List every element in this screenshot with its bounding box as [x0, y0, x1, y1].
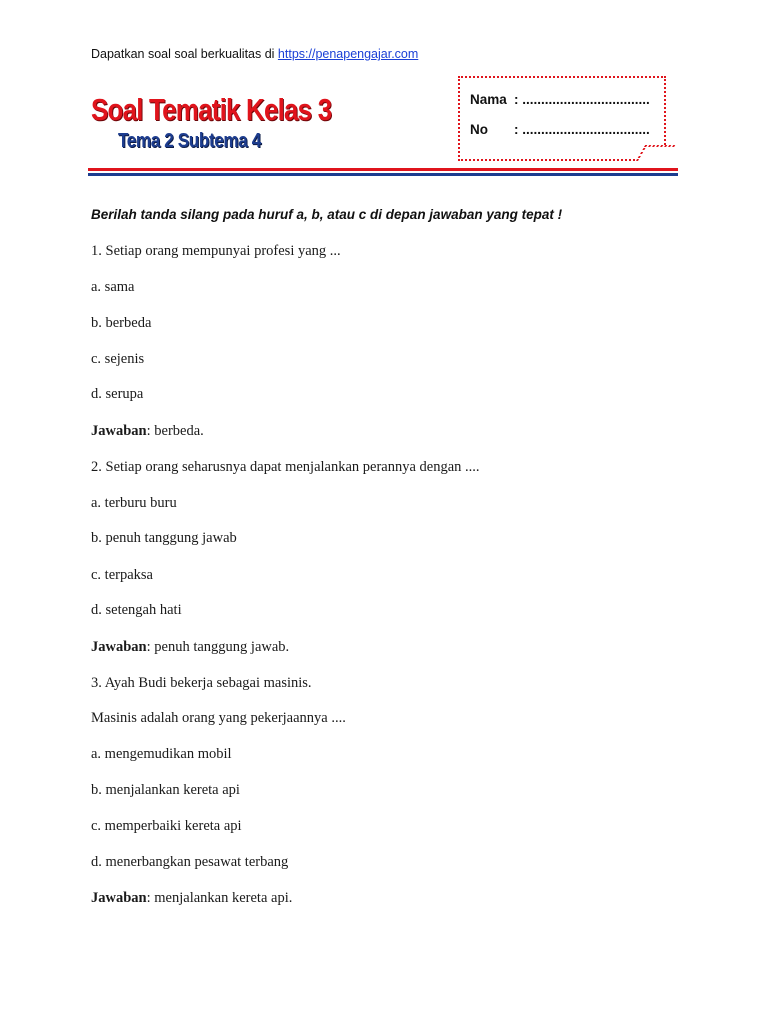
number-row [470, 122, 650, 137]
number-blank: : .................................. [514, 122, 650, 137]
q2-answer [91, 639, 289, 656]
header-divider-blue [88, 173, 678, 176]
q1-answer [91, 423, 204, 440]
question-3-continued: Masinis adalah orang yang pekerjaannya .... [91, 710, 346, 726]
q1-option-a: a. sama [91, 279, 135, 295]
q3-option-a: a. mengemudikan mobil [91, 746, 232, 762]
answer-label: Jawaban [91, 423, 147, 439]
answer-label: Jawaban [91, 890, 147, 906]
q3-answer-text: : menjalankan kereta api. [146, 890, 293, 906]
name-label: Nama [470, 92, 507, 107]
promo-note [91, 47, 418, 61]
website-link[interactable]: https://penapengajar.com [277, 47, 419, 61]
q3-option-b: b. menjalankan kereta api [91, 782, 240, 798]
header-divider-red [88, 168, 678, 171]
q1-option-d: d. serupa [91, 386, 144, 402]
q1-answer-text: : berbeda. [146, 423, 204, 439]
q3-answer [91, 890, 292, 907]
number-label: No [470, 122, 488, 137]
name-blank: : .................................. [514, 92, 650, 107]
q1-option-c: c. sejenis [91, 351, 145, 367]
q3-option-c: c. memperbaiki kereta api [91, 818, 242, 834]
q2-option-b: b. penuh tanggung jawab [91, 530, 237, 546]
q2-option-d: d. setengah hati [91, 602, 182, 618]
q3-option-d: d. menerbangkan pesawat terbang [91, 854, 289, 870]
name-row [470, 92, 650, 107]
question-3: 3. Ayah Budi bekerja sebagai masinis. [91, 675, 312, 691]
question-1: 1. Setiap orang mempunyai profesi yang ... [91, 243, 341, 259]
worksheet-subtitle: Tema 2 Subtema 4 [118, 130, 261, 152]
folded-corner [636, 145, 675, 161]
student-info-box [458, 76, 666, 161]
q2-option-c: c. terpaksa [91, 567, 153, 583]
answer-label: Jawaban [91, 639, 147, 655]
q2-answer-text: : penuh tanggung jawab. [146, 639, 290, 655]
q1-option-b: b. berbeda [91, 315, 152, 331]
worksheet-title: Soal Tematik Kelas 3 [91, 92, 332, 127]
q2-option-a: a. terburu buru [91, 495, 177, 511]
promo-text: Dapatkan soal soal berkualitas di [91, 47, 278, 61]
instruction-text: Berilah tanda silang pada huruf a, b, atau c di depan jawaban yang tepat ! [91, 207, 563, 222]
question-2: 2. Setiap orang seharusnya dapat menjalankan perannya dengan .... [91, 459, 480, 475]
